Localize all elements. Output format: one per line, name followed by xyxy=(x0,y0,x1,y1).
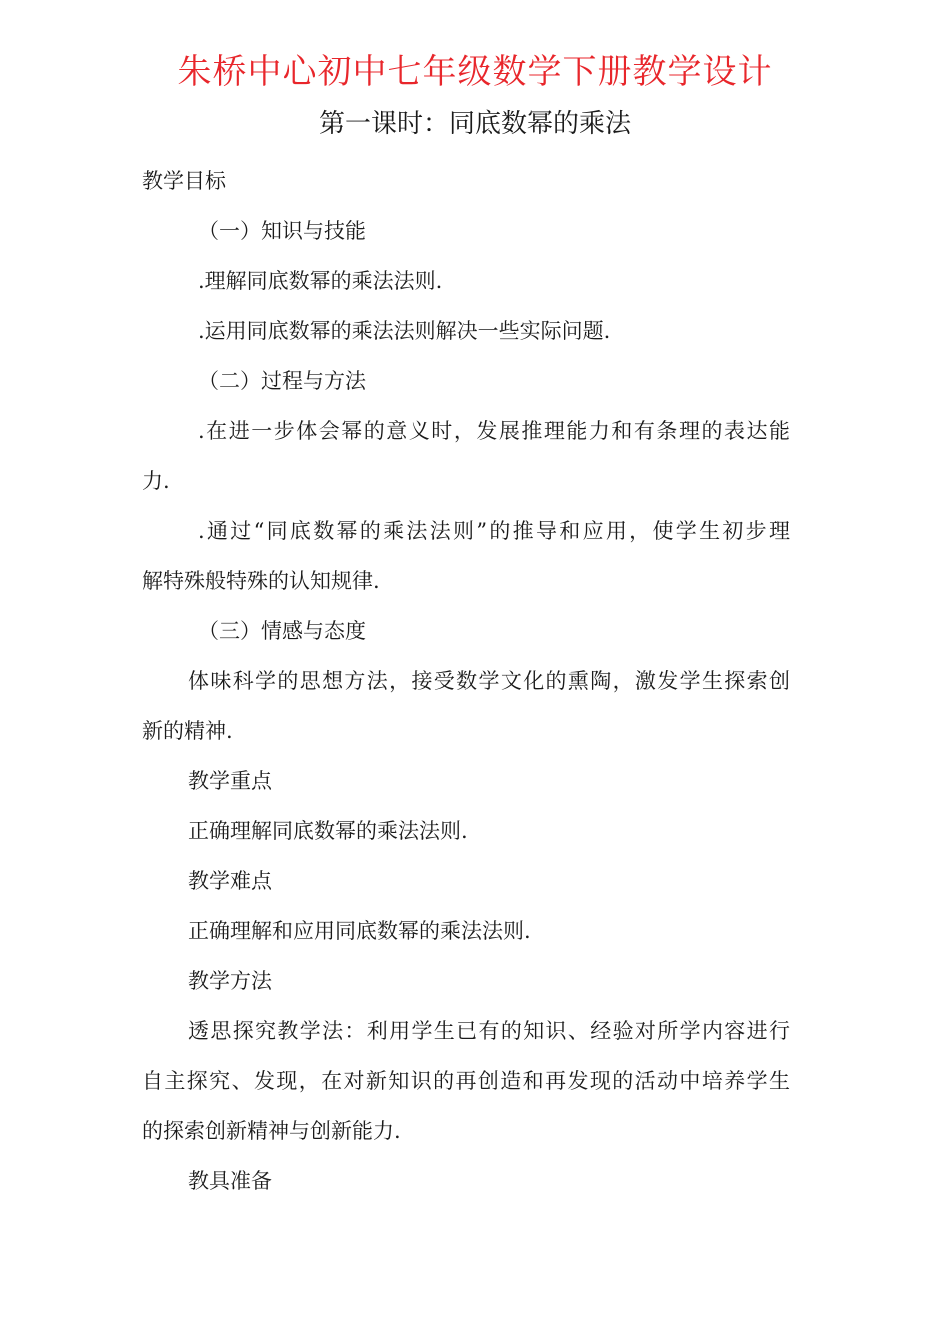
heading-teaching-aids: 教具准备 xyxy=(188,1169,272,1193)
subheading-process-method: （二）过程与方法 xyxy=(198,369,366,393)
subheading-emotion-attitude: （三）情感与态度 xyxy=(198,619,366,643)
paragraph-line: 透思探究教学法：利用学生已有的知识、经验对所学内容进行 xyxy=(188,1019,790,1043)
heading-teaching-focus: 教学重点 xyxy=(188,769,272,793)
objective-item: .在进一步体会幂的意义时，发展推理能力和有条理的表达能 xyxy=(198,419,790,443)
lesson-subtitle: 第一课时：同底数幂的乘法 xyxy=(318,109,631,139)
objective-item: .通过“同底数幂的乘法法则”的推导和应用，使学生初步理 xyxy=(198,519,790,543)
paragraph-line: 的探索创新精神与创新能力. xyxy=(142,1119,401,1143)
paragraph-line: 新的精神. xyxy=(142,719,233,743)
paragraph-line: 体味科学的思想方法，接受数学文化的熏陶，激发学生探索创 xyxy=(188,669,790,693)
subheading-knowledge-skills: （一）知识与技能 xyxy=(198,219,366,243)
heading-teaching-objectives: 教学目标 xyxy=(142,169,226,193)
heading-teaching-method: 教学方法 xyxy=(188,969,272,993)
paragraph-line: 自主探究、发现，在对新知识的再创造和再发现的活动中培养学生 xyxy=(142,1069,790,1093)
objective-item: .运用同底数幂的乘法法则解决一些实际问题. xyxy=(198,319,611,343)
paragraph-line: 正确理解同底数幂的乘法法则. xyxy=(188,819,468,843)
document-title: 朱桥中心初中七年级数学下册教学设计 xyxy=(177,52,773,92)
heading-teaching-difficulty: 教学难点 xyxy=(188,869,272,893)
objective-item: .理解同底数幂的乘法法则. xyxy=(198,269,443,293)
objective-item-continued: 力. xyxy=(142,469,170,493)
paragraph-line: 正确理解和应用同底数幂的乘法法则. xyxy=(188,919,531,943)
objective-item-continued: 解特殊般特殊的认知规律. xyxy=(142,569,380,593)
